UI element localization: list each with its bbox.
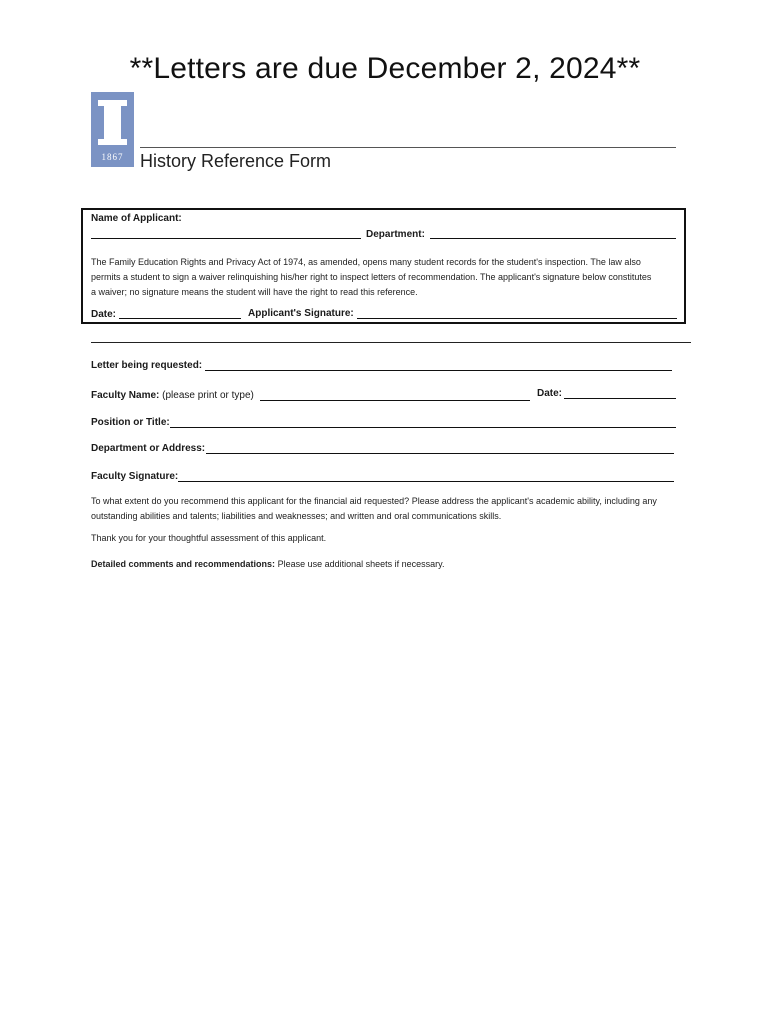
applicant-name-field[interactable] [91, 227, 361, 239]
comments-label: Detailed comments and recommendations: [91, 559, 276, 569]
letter-requested-field[interactable] [205, 359, 672, 371]
ferpa-notice-line-1: The Family Education Rights and Privacy Act of 1974, as amended, opens many student records for the student's inspection. The law also [91, 257, 641, 267]
applicant-date-label: Date: [91, 309, 117, 320]
recommendation-question-line-1: To what extent do you recommend this applicant for the financial aid requested? Please address the applicant's academic ability, including any [91, 496, 657, 506]
faculty-name-label: Faculty Name: [91, 390, 160, 401]
recommendation-question-line-2: outstanding abilities and talents; liabilities and weaknesses; and written and oral communications skills. [91, 511, 502, 521]
applicant-signature-label: Applicant's Signature: [248, 308, 354, 319]
form-title: History Reference Form [140, 151, 332, 171]
position-title-label: Position or Title: [91, 417, 170, 428]
faculty-name-hint: (please print or type) [162, 390, 254, 401]
pillar-icon [104, 100, 121, 145]
letter-requested-label: Letter being requested: [91, 360, 203, 371]
comments-hint: Please use additional sheets if necessary. [277, 559, 445, 569]
applicant-name-label: Name of Applicant: [91, 213, 182, 224]
thank-you-note: Thank you for your thoughtful assessment of this applicant. [91, 533, 327, 543]
applicant-signature-field[interactable] [357, 307, 677, 319]
section-separator [91, 342, 691, 343]
faculty-name-field[interactable] [260, 389, 530, 401]
ferpa-notice-line-3: a waiver; no signature means the student will have the right to read this reference. [91, 287, 418, 297]
department-address-label: Department or Address: [91, 443, 206, 454]
faculty-signature-field[interactable] [178, 470, 674, 482]
applicant-department-label: Department: [366, 229, 425, 240]
department-address-field[interactable] [206, 442, 674, 454]
due-date-banner: **Letters are due December 2, 2024** [129, 52, 641, 85]
faculty-date-field[interactable] [564, 387, 676, 399]
faculty-date-label: Date: [537, 388, 563, 399]
ferpa-notice-line-2: permits a student to sign a waiver relinquishing his/her right to inspect letters of recommendation. The applicant's signature below constitutes [91, 272, 652, 282]
position-title-field[interactable] [170, 416, 676, 428]
header-rule [140, 147, 676, 148]
university-logo [91, 92, 134, 167]
applicant-date-field[interactable] [119, 307, 241, 319]
applicant-department-field[interactable] [430, 227, 676, 239]
faculty-signature-label: Faculty Signature: [91, 471, 179, 482]
logo-year: 1867 [101, 152, 124, 162]
